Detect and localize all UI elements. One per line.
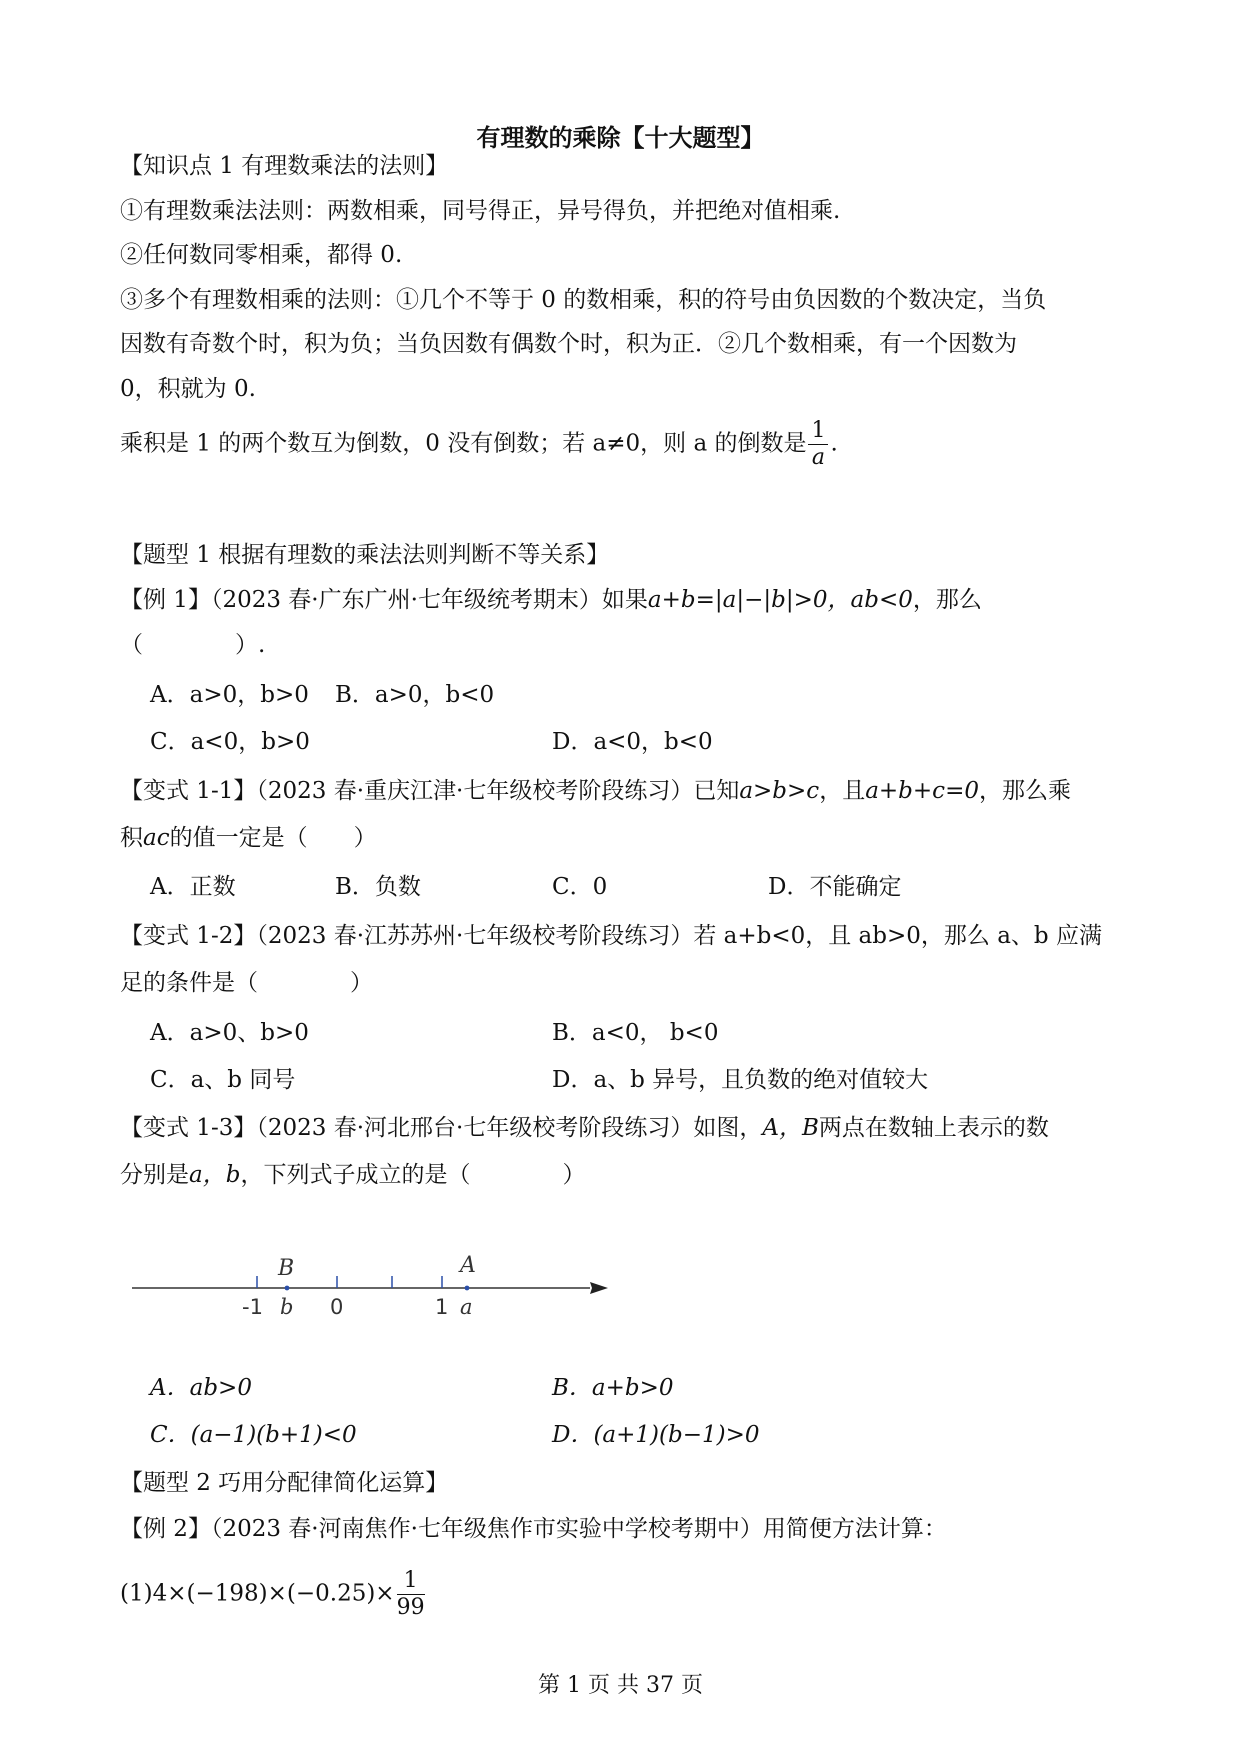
variant-1-2-option-a: A．a>0、b>0: [150, 1020, 309, 1046]
variant-1-2-line-1: 【变式 1-2】（2023 春·江苏苏州·七年级校考阶段练习）若 a+b<0，且 ab>0，那么 a、b 应满: [120, 923, 1102, 949]
example-1-option-b: B．a>0，b<0: [335, 682, 495, 708]
question-1-expression: (1)4×(−198)×(−0.25)×: [120, 1580, 395, 1607]
variant-1-1-option-d: D．不能确定: [768, 874, 902, 900]
page-title: 有理数的乘除【十大题型】: [476, 124, 765, 152]
variant-1-3-l2-post: ，下列式子成立的是（ ）: [240, 1162, 586, 1188]
variant-1-1-condition: a>b>c: [739, 778, 820, 804]
fraction-numerator: 1: [397, 1568, 425, 1595]
example-1-line-1: [120, 585, 982, 615]
page-footer: 第 1 页 共 37 页: [538, 1673, 703, 1698]
example-1-option-c: C．a<0，b>0: [150, 729, 310, 755]
variant-1-3-line-2: [120, 1160, 585, 1190]
point-a-label: A: [460, 1253, 476, 1278]
rule-3-line-1: ③多个有理数相乘的法则：①几个不等于 0 的数相乘，积的符号由负因数的个数决定，当负: [120, 287, 1047, 313]
tick-label-a: a: [460, 1295, 473, 1319]
period: .: [830, 430, 838, 457]
fraction-denominator: 99: [396, 1595, 425, 1620]
variant-1-1-option-b: B．负数: [335, 874, 421, 900]
variant-1-2-option-d: D．a、b 异号，且负数的绝对值较大: [552, 1067, 929, 1093]
example-1-tag: 【例 1】: [120, 587, 211, 613]
variant-1-1-l2-post: 的值一定是（ ）: [169, 825, 377, 851]
rule-1: ①有理数乘法法则：两数相乘，同号得正，异号得负，并把绝对值相乘.: [120, 198, 841, 224]
variant-1-1-option-c: C．0: [552, 874, 608, 900]
variant-1-1-l2-math: ac: [143, 825, 170, 851]
reciprocal-text: 乘积是 1 的两个数互为倒数，0 没有倒数；若 a≠0，则 a 的倒数是: [120, 430, 807, 457]
variant-1-1-source: （2023 春·重庆江津·七年级校考阶段练习）已知: [256, 778, 740, 804]
tick-label-0: 0: [330, 1295, 344, 1319]
point-a-dot: [465, 1286, 470, 1291]
variant-1-1-line-1: [120, 776, 1071, 806]
fraction-denominator: a: [811, 445, 826, 470]
variant-1-3-text: 【变式 1-3】（2023 春·河北邢台·七年级校考阶段练习）如图，: [120, 1115, 763, 1141]
variant-1-3-l2-pre: 分别是: [120, 1162, 189, 1188]
example-1-tail: ，那么: [912, 587, 982, 613]
type-1-heading: 【题型 1 根据有理数的乘法法则判断不等关系】: [120, 542, 610, 568]
example-2-question-1: [120, 1568, 427, 1621]
variant-1-1-condition-2: a+b+c=0: [865, 778, 979, 804]
reciprocal-rule: [120, 418, 838, 471]
variant-1-3-l2-vars: a，b: [189, 1162, 241, 1188]
variant-1-1-tag: 【变式 1-1】: [120, 778, 257, 804]
example-2-line: 【例 2】（2023 春·河南焦作·七年级焦作市实验中学校考期中）用简便方法计算：: [120, 1516, 947, 1542]
variant-1-3-line-1: [120, 1113, 1049, 1143]
variant-1-2-option-c: C．a、b 同号: [150, 1067, 296, 1093]
example-1-option-d: D．a<0，b<0: [552, 729, 713, 755]
tick-label-b: b: [280, 1295, 294, 1319]
variant-1-2-line-2: 足的条件是（ ）: [120, 970, 373, 996]
fraction-1-over-99: [397, 1568, 425, 1621]
rule-3-line-2: 因数有奇数个时，积为负；当负因数有偶数个时，积为正．②几个数相乘，有一个因数为: [120, 331, 1017, 357]
knowledge-heading: 【知识点 1 有理数乘法的法则】: [120, 153, 449, 179]
variant-1-2-option-b: B．a<0， b<0: [552, 1020, 719, 1046]
example-1-condition: a+b=|a|−|b|>0，ab<0: [647, 587, 913, 613]
variant-1-1-option-a: A．正数: [150, 874, 236, 900]
tick-label-minus-1: -1: [242, 1295, 263, 1319]
point-b-label: B: [278, 1256, 295, 1281]
variant-1-3-option-d: D．(a+1)(b−1)>0: [552, 1422, 760, 1448]
number-line-figure: [130, 1250, 610, 1330]
variant-1-3-text-2: 两点在数轴上表示的数: [818, 1115, 1049, 1141]
example-1-source: （2023 春·广东广州·七年级统考期末）如果: [210, 587, 648, 613]
variant-1-3-option-c: C．(a−1)(b+1)<0: [150, 1422, 357, 1448]
fraction-numerator: 1: [808, 418, 828, 445]
variant-1-1-tail: ，那么乘: [978, 778, 1071, 804]
variant-1-3-option-a: A．ab>0: [150, 1375, 252, 1401]
variant-1-3-points: A，B: [762, 1115, 819, 1141]
tick-label-1: 1: [435, 1295, 449, 1319]
example-1-answer-paren: （ ）.: [120, 632, 266, 658]
fraction-1-over-a: [808, 418, 828, 471]
rule-3-line-3: 0，积就为 0.: [120, 376, 256, 402]
example-1-option-a: A．a>0，b>0: [150, 682, 309, 708]
variant-1-1-l2-pre: 积: [120, 825, 143, 851]
number-line-arrow-icon: [590, 1282, 608, 1294]
rule-2: ②任何数同零相乘，都得 0.: [120, 242, 403, 268]
variant-1-3-option-b: B．a+b>0: [552, 1375, 674, 1401]
point-b-dot: [285, 1286, 290, 1291]
type-2-heading: 【题型 2 巧用分配律简化运算】: [120, 1470, 449, 1496]
variant-1-1-line-2: [120, 823, 377, 853]
variant-1-1-mid: ，且: [819, 778, 866, 804]
